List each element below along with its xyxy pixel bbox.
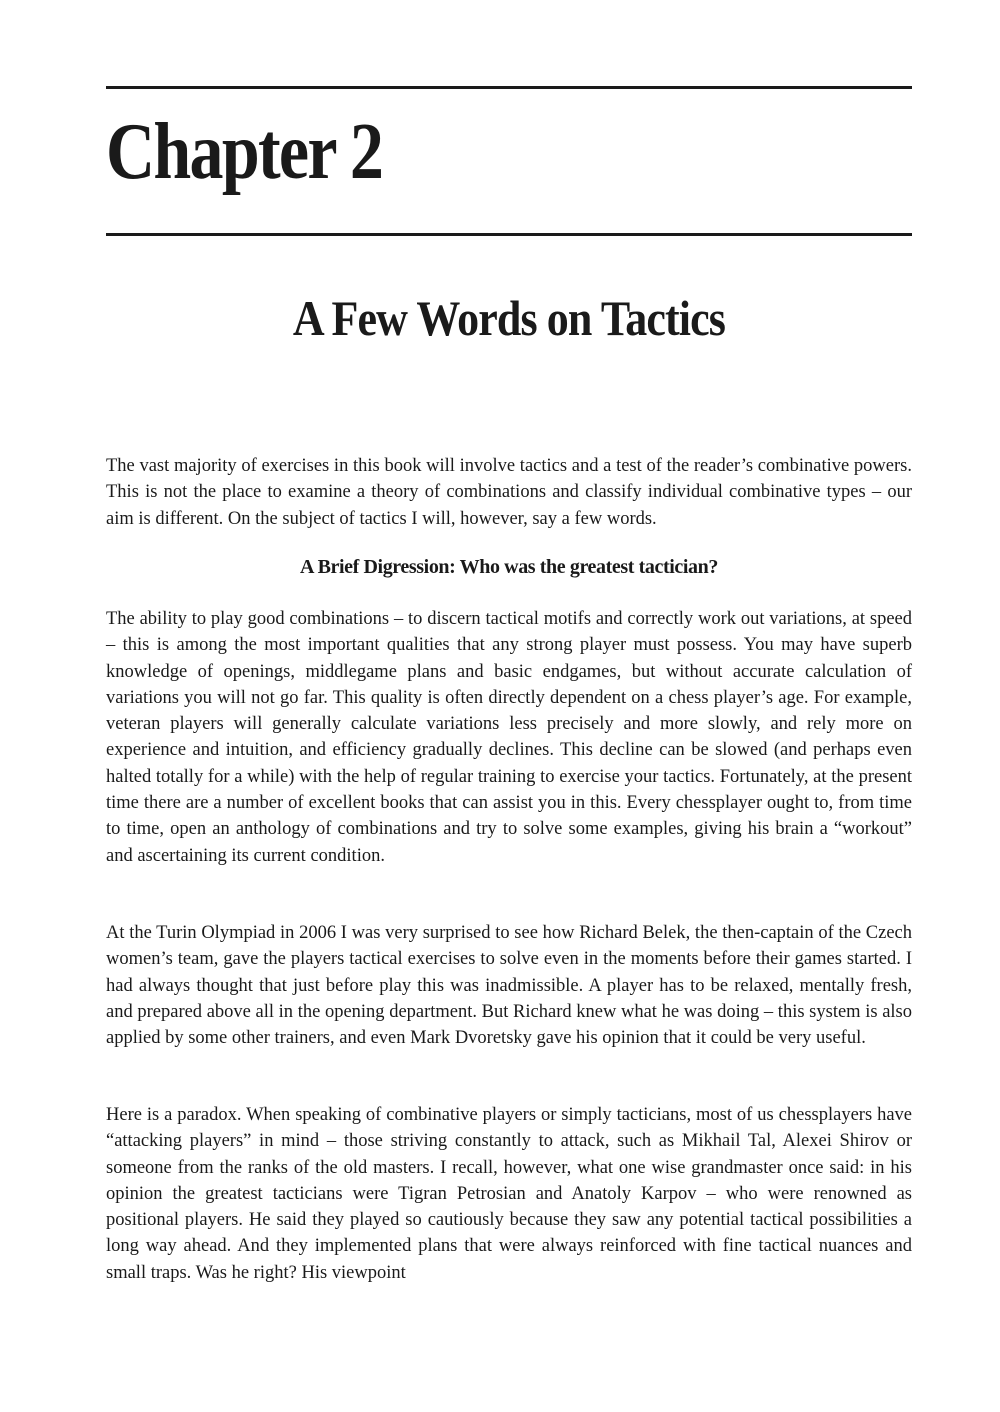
- section-heading: A Brief Digression: Who was the greatest tactician?: [300, 556, 718, 578]
- chapter-title: A Few Words on Tactics: [292, 290, 726, 346]
- body-paragraph-2: At the Turin Olympiad in 2006 I was very surprised to see how Richard Belek, the then-captain of the Czech women’s team, gave the players tactical exercises to solve even in the moments before their games started. I had always thought that just before play this was inadmissible. A player has to be relaxed, mentally fresh, and prepared above all in the opening department. But Richard knew what he was doing – this system is also applied by some other trainers, and even Mark Dvoretsky gave his opinion that it could be very useful.: [106, 923, 912, 1049]
- intro-paragraph: The vast majority of exercises in this book will involve tactics and a test of the reader’s combinative powers. This is not the place to examine a theory of combinations and classify individual combinative types – our aim is different. On the subject of tactics I will, however, say a few words.: [106, 456, 912, 529]
- body-paragraph-1: The ability to play good combinations – to discern tactical motifs and correctly work out variations, at speed – this is among the most important qualities that any strong player must possess. You may have superb knowledge of openings, middlegame plans and basic endgames, but without accurate calculation of variations you will not go far. This quality is often directly dependent on a chess player’s age. For example, veteran players will generally calculate variations less precisely and more slowly, and rely more on experience and intuition, and efficiency gradually declines. This decline can be slowed (and perhaps even halted totally for a while) with the help of regular training to exercise your tactics. Fortunately, at the present time there are a number of excellent books that can assist you in this. Every chessplayer ought to, from time to time, open an anthology of combinations and try to solve some examples, giving his brain a “workout” and ascertaining its current condition.: [106, 609, 912, 866]
- chapter-bottom-rule: [106, 233, 912, 236]
- chapter-top-rule: [106, 86, 912, 89]
- book-page: [106, 0, 912, 1412]
- chapter-number: Chapter 2: [106, 108, 383, 196]
- body-paragraph-3: Here is a paradox. When speaking of combinative players or simply tacticians, most of us chessplayers have “attacking players” in mind – those striving constantly to attack, such as Mikhail Tal, Alexei Shirov or someone from the ranks of the old masters. I recall, however, what one wise grandmaster once said: in his opinion the greatest tacticians were Tigran Petrosian and Anatoly Karpov – who were renowned as positional players. He said they played so cautiously because they saw any potential tactical possibilities a long way ahead. And they implemented plans that were always reinforced with fine tactical nuances and small traps. Was he right? His viewpoint: [106, 1105, 912, 1283]
